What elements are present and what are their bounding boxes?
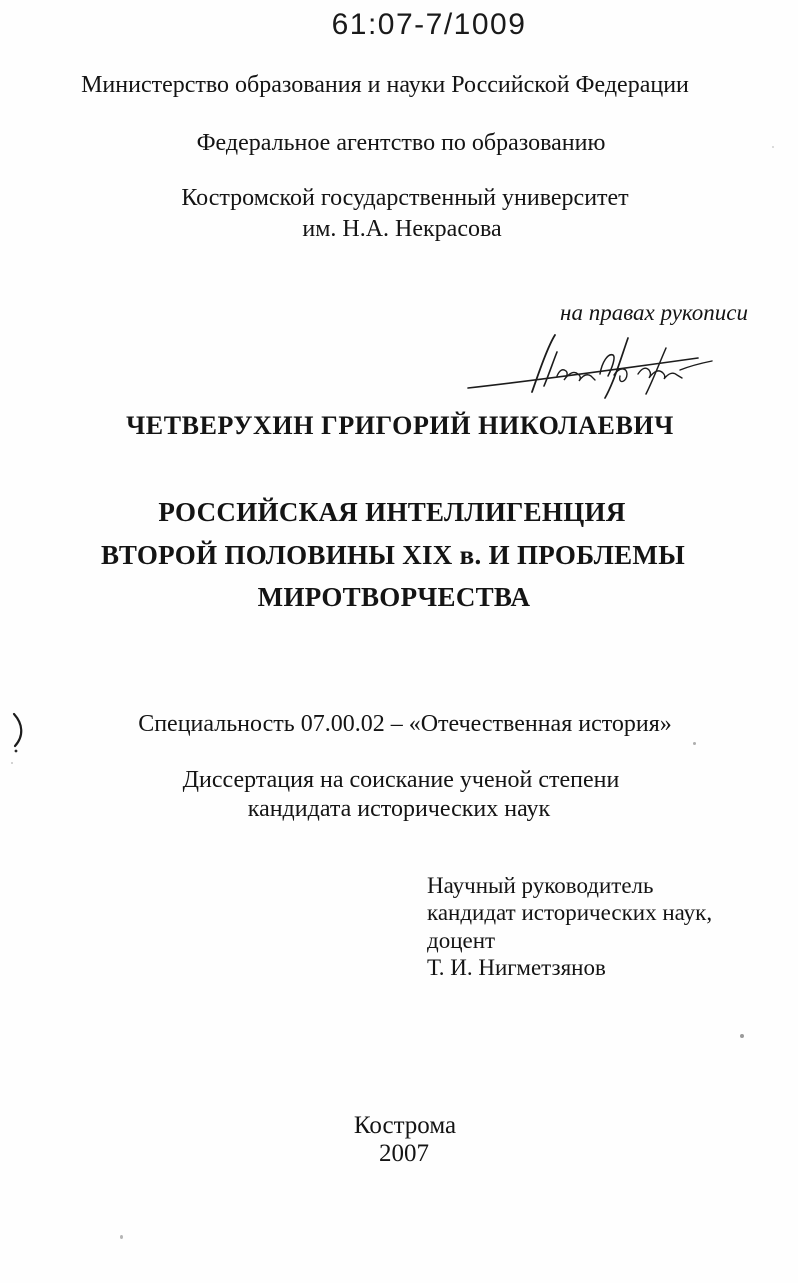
supervisor-degree: кандидат исторических наук, xyxy=(427,900,713,926)
signature-ink xyxy=(462,330,716,402)
university-name-line: Костромской государственный университет xyxy=(181,185,629,211)
scan-speck xyxy=(693,742,696,745)
scan-speck xyxy=(120,1235,123,1239)
agency-line: Федеральное агентство по образованию xyxy=(196,130,606,156)
supervisor-name: Т. И. Нигметзянов xyxy=(427,955,606,981)
scan-speck xyxy=(772,146,774,148)
catalog-number: 61:07-7/1009 xyxy=(331,8,527,41)
degree-seeking-line-2: кандидата исторических наук xyxy=(247,796,551,822)
handwritten-signature xyxy=(462,330,716,402)
degree-seeking-line-1: Диссертация на соискание ученой степени xyxy=(182,767,620,793)
scan-stray-parenthesis-mark xyxy=(8,710,30,768)
supervisor-block xyxy=(427,872,712,982)
dissertation-title-line-3: МИРОТВОРЧЕСТВА xyxy=(257,582,531,612)
specialty-line: Специальность 07.00.02 – «Отечественная история» xyxy=(138,711,672,737)
author-full-name: ЧЕТВЕРУХИН ГРИГОРИЙ НИКОЛАЕВИЧ xyxy=(126,411,674,440)
publication-city: Кострома xyxy=(353,1112,457,1139)
supervisor-rank: доцент xyxy=(427,927,496,953)
scan-speck xyxy=(11,762,13,764)
dissertation-title-line-2: ВТОРОЙ ПОЛОВИНЫ XIX в. И ПРОБЛЕМЫ xyxy=(100,540,686,570)
scan-speck xyxy=(740,1034,744,1038)
university-named-after-line: им. Н.А. Некрасова xyxy=(302,216,502,242)
supervisor-role: Научный руководитель xyxy=(427,873,654,898)
manuscript-rights-note: на правах рукописи xyxy=(560,300,748,325)
publication-year: 2007 xyxy=(379,1140,429,1167)
ministry-line: Министерство образования и науки Российской Федерации xyxy=(81,72,689,98)
dissertation-title-line-1: РОССИЙСКАЯ ИНТЕЛЛИГЕНЦИЯ xyxy=(158,497,626,527)
